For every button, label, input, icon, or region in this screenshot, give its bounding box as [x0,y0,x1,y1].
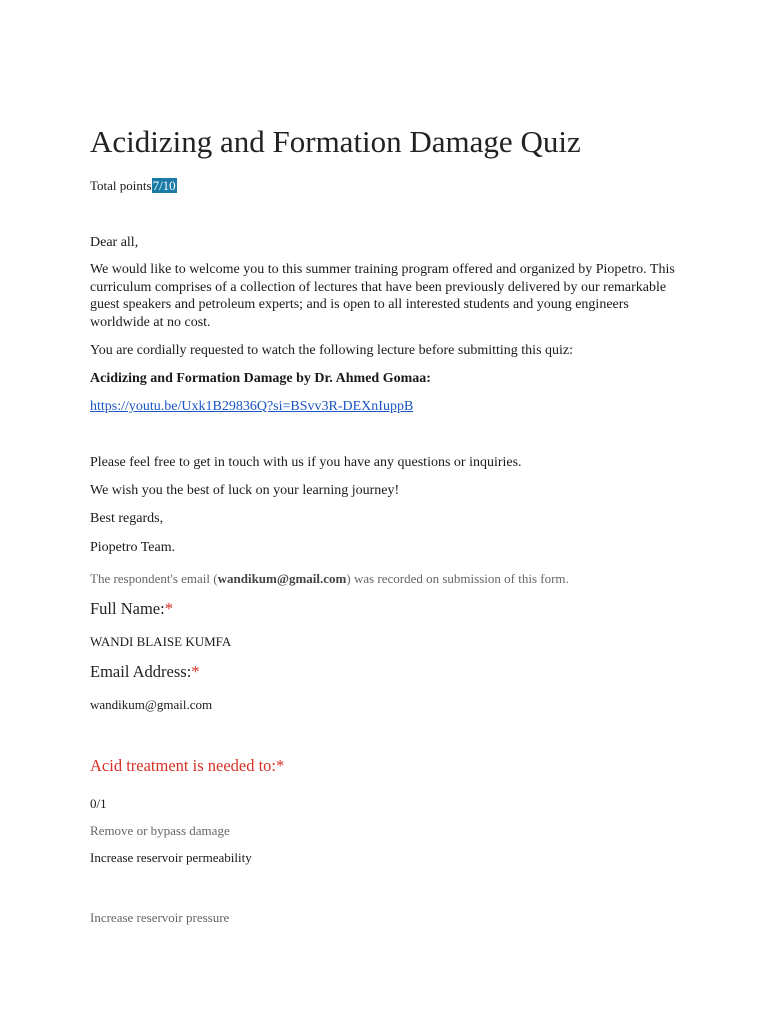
form-title: Acidizing and Formation Damage Quiz [90,124,581,159]
question-text-content: Acid treatment is needed to: [90,756,277,775]
greeting-text: Dear all, [90,235,139,250]
total-points-label: Total points [90,178,152,193]
required-asterisk: * [191,662,200,681]
total-points-score: 7/10 [152,178,176,193]
signature-text: Piopetro Team. [90,540,176,555]
email-address-value: wandikum@gmail.com [90,697,213,712]
option-increase-permeability[interactable]: Increase reservoir permeability [90,850,252,865]
email-address-label [90,663,690,681]
wish-text: We wish you the best of luck on your learning journey! [90,483,400,498]
regards-text: Best regards, [90,511,164,526]
email-address-label-text: Email Address: [90,662,192,681]
intro-paragraph: We would like to welcome you to this summer training program offered and organized by Piopetro. This curriculum comprises of a collection of lectures that have been previously delivered by our remarkable guest speakers and petroleum experts; and is open to all interested students and young engineers worldwide at no cost. [90,262,675,330]
required-asterisk: * [164,599,173,618]
notice-suffix: ) was recorded on submission of this form. [346,571,569,586]
question-text [90,757,690,775]
lecture-title: Acidizing and Formation Damage by Dr. Ahmed Gomaa: [90,371,431,386]
notice-prefix: The respondent's email ( [90,571,218,586]
required-asterisk: * [276,756,285,775]
request-text: You are cordially requested to watch the following lecture before submitting this quiz: [90,343,574,358]
full-name-label-text: Full Name: [90,599,165,618]
respondent-email-notice [90,570,690,588]
full-name-value: WANDI BLAISE KUMFA [90,634,232,649]
question-score: 0/1 [90,796,107,811]
notice-email: wandikum@gmail.com [217,571,347,586]
total-points [90,178,177,194]
option-increase-pressure[interactable]: Increase reservoir pressure [90,910,230,925]
full-name-label [90,600,690,618]
contact-text: Please feel free to get in touch with us if you have any questions or inquiries. [90,455,522,470]
lecture-link[interactable]: https://youtu.be/Uxk1B29836Q?si=BSvv3R-DEXnIuppB [90,399,414,414]
option-remove-bypass-damage[interactable]: Remove or bypass damage [90,823,230,838]
